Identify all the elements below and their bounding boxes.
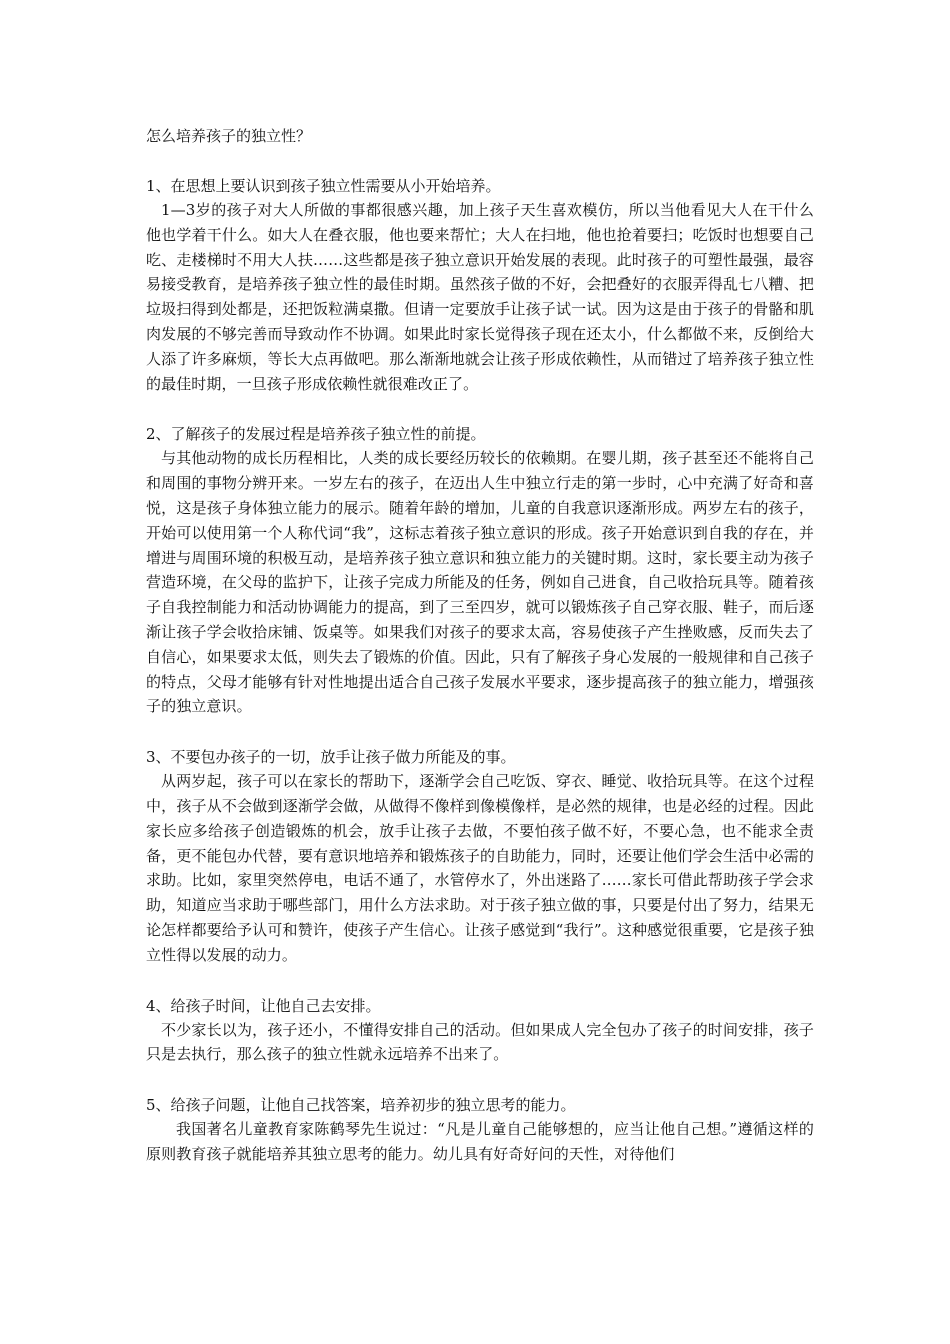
section-1 <box>146 174 814 396</box>
section-paragraph: 与其他动物的成长历程相比，人类的成长要经历较长的依赖期。在婴儿期，孩子甚至还不能将自己和周围的事物分辨开来。一岁左右的孩子，在迈出人生中独立行走的第一步时，心中充满了好奇和喜悦，这是孩子身体独立能力的展示。随着年龄的增加，儿童的自我意识逐渐形成。两岁左右的孩子，开始可以使用第一个人称代词“我”，这标志着孩子独立意识的形成。孩子开始意识到自我的存在，并增进与周围环境的积极互动，是培养孩子独立意识和独立能力的关键时期。这时，家长要主动为孩子营造环境，在父母的监护下，让孩子完成力所能及的任务，例如自己进食，自己收拾玩具等。随着孩子自我控制能力和活动协调能力的提高，到了三至四岁，就可以锻炼孩子自己穿衣服、鞋子，而后逐渐让孩子学会收拾床铺、饭桌等。如果我们对孩子的要求太高，容易使孩子产生挫败感，反而失去了自信心，如果要求太低，则失去了锻炼的价值。因此，只有了解孩子身心发展的一般规律和自己孩子的特点，父母才能够有针对性地提出适合自己孩子发展水平要求，逐步提高孩子的独立能力，增强孩子的独立意识。 <box>146 449 814 716</box>
section-4 <box>146 994 814 1068</box>
section-heading: 2、了解孩子的发展过程是培养孩子独立性的前提。 <box>146 425 486 444</box>
section-paragraph: 1—3岁的孩子对大人所做的事都很感兴趣，加上孩子天生喜欢模仿，所以当他看见大人在干什么他也学着干什么。如大人在叠衣服，他也要来帮忙；大人在扫地，他也抢着要扫；吃饭时也想要自己吃、走楼梯时不用大人扶……这些都是孩子独立意识开始发展的表现。此时孩子的可塑性最强，最容易接受教育，是培养孩子独立性的最佳时期。虽然孩子做的不好，会把叠好的衣服弄得乱七八糟、把垃圾扫得到处都是，还把饭粒满桌撒。但请一定要放手让孩子试一试。因为这是由于孩子的骨骼和肌肉发展的不够完善而导致动作不协调。如果此时家长觉得孩子现在还太小，什么都做不来，反倒给大人添了许多麻烦，等长大点再做吧。那么渐渐地就会让孩子形成依赖性，从而错过了培养孩子独立性的最佳时期，一旦孩子形成依赖性就很难改正了。 <box>146 201 814 393</box>
document-title: 怎么培养孩子的独立性？ <box>146 127 312 145</box>
section-paragraph: 不少家长以为，孩子还小，不懂得安排自己的活动。但如果成人完全包办了孩子的时间安排，孩子只是去执行，那么孩子的独立性就永远培养不出来了。 <box>146 1020 814 1064</box>
section-paragraph: 我国著名儿童教育家陈鹤琴先生说过：“凡是儿童自己能够想的，应当让他自己想。”遵循这样的原则教育孩子就能培养其独立思考的能力。幼儿具有好奇好问的天性，对待他们 <box>146 1120 814 1163</box>
section-heading: 1、在思想上要认识到孩子独立性需要从小开始培养。 <box>146 177 501 195</box>
section-heading: 5、给孩子问题，让他自己找答案，培养初步的独立思考的能力。 <box>146 1096 576 1115</box>
section-5 <box>146 1093 814 1167</box>
section-heading: 3、不要包办孩子的一切，放手让孩子做力所能及的事。 <box>146 748 516 767</box>
section-2 <box>146 422 814 719</box>
section-paragraph: 从两岁起，孩子可以在家长的帮助下，逐渐学会自己吃饭、穿衣、睡觉、收拾玩具等。在这个过程中，孩子从不会做到逐渐学会做，从做得不像样到像模像样，是必然的规律，也是必经的过程。因此家长应多给孩子创造锻炼的机会，放手让孩子去做，不要怕孩子做不好，不要心急，也不能求全责备，更不能包办代替，要有意识地培养和锻炼孩子的自助能力，同时，还要让他们学会生活中必需的求助。比如，家里突然停电，电话不通了，水管停水了，外出迷路了……家长可借此帮助孩子学会求助，知道应当求助于哪些部门，用什么方法求助。对于孩子独立做的事，只要是付出了努力，结果无论怎样都要给予认可和赞许，使孩子产生信心。让孩子感觉到“我行”。这种感觉很重要，它是孩子独立性得以发展的动力。 <box>146 772 814 964</box>
document-page <box>146 124 814 1193</box>
section-heading: 4、给孩子时间，让他自己去安排。 <box>146 996 381 1015</box>
section-3 <box>146 745 814 967</box>
